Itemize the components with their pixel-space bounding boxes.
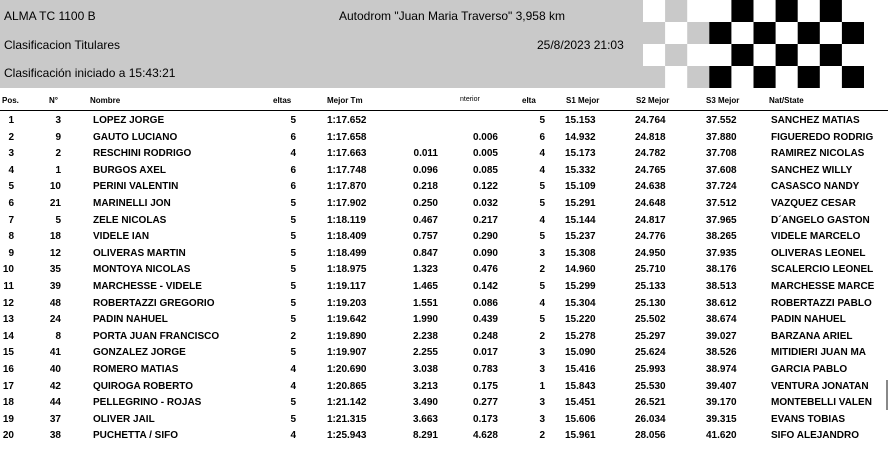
cell-nat: FIGUEREDO RODRIG [771,131,874,143]
cell-pos: 17 [2,380,14,392]
cell-s1: 15.304 [565,297,596,309]
cell-gap: 0.218 [412,181,438,193]
cell-s1: 15.451 [565,397,596,409]
cell-name: OLIVERAS MARTIN [93,247,186,259]
cell-laps: 6 [290,131,296,143]
cell-s2: 25.710 [635,264,666,276]
cell-s1: 15.090 [565,347,596,359]
cell-prev: 0.175 [472,380,498,392]
cell-best-lap: 4 [539,214,545,226]
cell-laps: 4 [290,380,296,392]
cell-best-lap: 5 [539,231,545,243]
cell-prev: 0.439 [472,314,498,326]
cell-pos: 10 [2,264,14,276]
cell-nat: MONTEBELLI VALEN [771,397,872,409]
cell-prev: 0.277 [472,397,498,409]
cell-num: 9 [55,131,61,143]
cell-num: 39 [49,280,61,292]
cell-s3: 38.513 [706,280,737,292]
cell-s2: 24.818 [635,131,666,143]
cell-s3: 41.620 [706,430,737,442]
cell-prev: 0.122 [472,181,498,193]
table-row [0,412,888,429]
cell-num: 10 [49,181,61,193]
cell-s1: 15.144 [565,214,596,226]
cell-s2: 25.133 [635,280,666,292]
cell-num: 21 [49,197,61,209]
cell-num: 2 [55,148,61,160]
cell-s3: 38.176 [706,264,737,276]
cell-best-lap: 5 [539,314,545,326]
cell-s3: 37.512 [706,197,737,209]
col-prev: nterior [460,96,480,103]
table-row [0,163,888,180]
cell-s1: 15.299 [565,280,596,292]
table-row [0,262,888,279]
cell-s3: 39.407 [706,380,737,392]
cell-s2: 28.056 [635,430,666,442]
col-laps: eltas [273,96,292,105]
cell-best: 1:19.890 [327,330,367,342]
cell-best: 1:17.748 [327,164,367,176]
cell-nat: EVANS TOBIAS [771,413,846,425]
cell-num: 1 [55,164,61,176]
cell-pos: 8 [8,231,14,243]
checkered-flag-icon [643,0,864,88]
cell-s3: 37.965 [706,214,737,226]
cell-num: 42 [49,380,61,392]
cell-gap: 8.291 [412,430,438,442]
cell-nat: VAZQUEZ CESAR [771,197,856,209]
cell-s3: 38.674 [706,314,737,326]
cell-laps: 5 [290,397,296,409]
cell-pos: 5 [8,181,14,193]
cell-best: 1:25.943 [327,430,367,442]
table-row [0,130,888,147]
cell-laps: 5 [290,231,296,243]
cell-name: MONTOYA NICOLAS [93,264,191,276]
cell-num: 8 [55,330,61,342]
cell-name: QUIROGA ROBERTO [93,380,194,392]
cell-nat: PADIN NAHUEL [771,314,846,326]
cell-prev: 0.142 [472,280,498,292]
cell-best-lap: 2 [539,330,545,342]
cell-s2: 25.993 [635,363,666,375]
cell-best-lap: 3 [539,347,545,359]
cell-best: 1:19.117 [327,280,366,292]
cell-s2: 24.817 [635,214,666,226]
cell-pos: 13 [2,314,14,326]
cell-best: 1:21.142 [327,397,367,409]
table-row [0,345,888,362]
cell-s2: 26.034 [635,413,666,425]
cell-pos: 3 [8,148,14,160]
cell-prev: 0.476 [472,264,498,276]
cell-prev: 0.248 [472,330,498,342]
cell-name: OLIVER JAIL [93,413,155,425]
cell-s1: 15.278 [565,330,596,342]
cell-gap: 2.238 [412,330,438,342]
cell-s3: 38.526 [706,347,737,359]
cell-name: VIDELE IAN [93,231,150,243]
cell-pos: 9 [8,247,14,259]
cell-best: 1:17.902 [327,197,367,209]
cell-s1: 14.960 [565,264,596,276]
cell-best-lap: 3 [539,363,545,375]
cell-gap: 3.038 [412,363,438,375]
cell-best-lap: 2 [539,430,545,442]
cell-gap: 1.323 [412,264,438,276]
cell-laps: 5 [290,413,296,425]
cell-best-lap: 5 [539,181,545,193]
cell-best: 1:18.409 [327,231,367,243]
event-name: ALMA TC 1100 B [4,9,96,23]
cell-num: 35 [49,264,61,276]
table-row [0,196,888,213]
cell-laps: 5 [290,264,296,276]
cell-best: 1:18.499 [327,247,367,259]
cell-best: 1:20.690 [327,363,367,375]
cell-laps: 5 [290,280,296,292]
cell-nat: ROBERTAZZI PABLO [771,297,872,309]
cell-num: 38 [49,430,61,442]
cell-nat: SANCHEZ MATIAS [771,115,860,126]
cell-best-lap: 4 [539,297,545,309]
cell-pos: 4 [8,164,14,176]
cell-prev: 0.290 [472,231,498,243]
cell-s1: 15.606 [565,413,596,425]
cell-name: ROMERO MATIAS [93,363,179,375]
cell-pos: 20 [2,430,14,442]
cell-best: 1:18.119 [327,214,366,226]
cell-num: 44 [49,397,61,409]
table-row [0,179,888,196]
cell-best: 1:17.652 [327,115,367,126]
cell-prev: 0.173 [472,413,498,425]
cell-nat: OLIVERAS LEONEL [771,247,866,259]
cell-s1: 15.416 [565,363,596,375]
cell-best-lap: 5 [539,280,545,292]
cell-best-lap: 4 [539,148,545,160]
cell-prev: 0.090 [472,247,498,259]
cell-s1: 15.173 [565,148,596,160]
cell-name: MARCHESSE - VIDELE [93,280,202,292]
cell-prev: 0.783 [472,363,498,375]
cell-best-lap: 5 [539,197,545,209]
cell-s3: 39.027 [706,330,737,342]
cell-best-lap: 6 [539,131,545,143]
cell-best-lap: 1 [539,380,545,392]
cell-prev: 0.085 [472,164,498,176]
cell-best-lap: 4 [539,164,545,176]
cell-pos: 19 [2,413,14,425]
cell-s3: 38.612 [706,297,737,309]
table-row [0,296,888,313]
results-table [0,113,888,445]
col-s2: S2 Mejor [636,96,670,105]
cell-best-lap: 5 [539,115,545,126]
table-row [0,113,888,130]
col-pos: Pos. [2,96,19,105]
cell-gap: 0.250 [412,197,438,209]
cell-best: 1:21.315 [327,413,367,425]
cell-num: 12 [49,247,61,259]
cell-name: PADIN NAHUEL [93,314,168,326]
cell-s2: 25.624 [635,347,666,359]
cell-best-lap: 2 [539,264,545,276]
cell-name: ROBERTAZZI GREGORIO [93,297,215,309]
cell-gap: 1.551 [412,297,438,309]
cell-gap: 1.990 [412,314,438,326]
col-name: Nombre [90,96,121,105]
cell-gap: 0.096 [412,164,438,176]
cell-num: 37 [49,413,61,425]
cell-s1: 15.237 [565,231,596,243]
cell-gap: 1.465 [412,280,438,292]
cell-laps: 4 [290,430,296,442]
cell-name: PORTA JUAN FRANCISCO [93,330,220,342]
cell-best: 1:17.870 [327,181,367,193]
cell-s3: 37.552 [706,115,737,126]
cell-laps: 5 [290,197,296,209]
cell-num: 3 [55,115,61,126]
cell-s2: 24.782 [635,148,666,160]
cell-best-lap: 3 [539,397,545,409]
cell-s2: 25.130 [635,297,666,309]
cell-pos: 12 [2,297,14,309]
table-row [0,329,888,346]
col-best-lap: elta [522,96,536,105]
cell-prev: 0.017 [472,347,498,359]
cell-nat: VENTURA JONATAN [771,380,869,392]
results-header [0,0,864,88]
cell-nat: D´ANGELO GASTON [771,214,870,226]
cell-best-lap: 3 [539,247,545,259]
cell-best: 1:18.975 [327,264,367,276]
cell-best: 1:19.907 [327,347,367,359]
cell-s3: 38.265 [706,231,737,243]
table-row [0,213,888,230]
cell-pos: 14 [2,330,14,342]
cell-laps: 6 [290,181,296,193]
table-row [0,246,888,263]
cell-pos: 16 [2,363,14,375]
cell-s3: 37.724 [706,181,737,193]
cell-gap: 3.213 [412,380,438,392]
cell-name: RESCHINI RODRIGO [93,148,192,160]
cell-s1: 15.153 [565,115,596,126]
cell-s3: 39.315 [706,413,737,425]
cell-s3: 39.170 [706,397,737,409]
table-row [0,279,888,296]
cell-laps: 5 [290,297,296,309]
cell-laps: 2 [290,330,296,342]
cell-gap: 0.757 [412,231,438,243]
cell-pos: 2 [8,131,14,143]
session-start: Clasificación iniciado a 15:43:21 [4,66,176,80]
cell-prev: 0.217 [472,214,498,226]
cell-s1: 15.291 [565,197,596,209]
cell-gap: 3.663 [412,413,438,425]
cell-num: 18 [49,231,61,243]
cell-s2: 24.776 [635,231,666,243]
cell-prev: 0.032 [472,197,498,209]
cell-nat: RAMIREZ NICOLAS [771,148,865,160]
cell-num: 41 [49,347,61,359]
cell-num: 48 [49,297,61,309]
cell-s2: 25.297 [635,330,666,342]
table-row [0,395,888,412]
cell-pos: 15 [2,347,14,359]
circuit-name: Autodrom "Juan Maria Traverso" 3,958 km [339,9,565,23]
session-name: Clasificacion Titulares [4,38,121,52]
cell-nat: BARZANA ARIEL [771,330,853,342]
cell-pos: 1 [8,115,14,126]
cell-laps: 5 [290,115,296,126]
cell-num: 40 [49,363,61,375]
cell-s3: 38.974 [706,363,737,375]
cell-laps: 5 [290,214,296,226]
cell-pos: 11 [3,280,14,292]
cell-name: GAUTO LUCIANO [93,131,178,143]
cell-best: 1:17.658 [327,131,367,143]
cell-name: LOPEZ JORGE [93,115,165,126]
cell-s2: 26.521 [635,397,666,409]
cell-s2: 24.950 [635,247,666,259]
cell-name: GONZALEZ JORGE [93,347,186,359]
cell-name: BURGOS AXEL [93,164,166,176]
col-best: Mejor Tm [327,96,363,105]
cell-num: 5 [55,214,61,226]
cell-pos: 6 [8,197,14,209]
cell-laps: 6 [290,164,296,176]
session-datetime: 25/8/2023 21:03 [537,38,624,52]
cell-s3: 37.708 [706,148,737,160]
table-row [0,146,888,163]
cell-s3: 37.880 [706,131,737,143]
col-num: N° [49,96,58,105]
cell-name: MARINELLI JON [93,197,171,209]
cell-s1: 15.961 [565,430,596,442]
cell-best: 1:19.642 [327,314,367,326]
cell-best: 1:20.865 [327,380,367,392]
cell-prev: 4.628 [472,430,498,442]
cell-laps: 5 [290,347,296,359]
cell-s2: 24.648 [635,197,666,209]
cell-s1: 14.932 [565,131,596,143]
cell-pos: 18 [2,397,14,409]
cell-nat: SIFO ALEJANDRO [771,430,859,442]
cell-laps: 4 [290,148,296,160]
cell-name: ZELE NICOLAS [93,214,167,226]
cell-best-lap: 3 [539,413,545,425]
header-rule [0,110,888,111]
cell-num: 24 [49,314,61,326]
cell-s1: 15.332 [565,164,596,176]
cell-laps: 5 [290,247,296,259]
cell-best: 1:17.663 [327,148,367,160]
col-s3: S3 Mejor [706,96,740,105]
cell-s1: 15.308 [565,247,596,259]
cell-gap: 3.490 [412,397,438,409]
col-s1: S1 Mejor [566,96,600,105]
cell-s2: 25.530 [635,380,666,392]
cell-pos: 7 [8,214,14,226]
cell-nat: GARCIA PABLO [771,363,848,375]
cell-best: 1:19.203 [327,297,367,309]
col-nat: Nat/State [769,96,804,105]
cell-s1: 15.220 [565,314,596,326]
table-header [0,93,888,109]
cell-nat: SANCHEZ WILLY [771,164,853,176]
table-row [0,428,888,445]
cell-nat: SCALERCIO LEONEL [771,264,874,276]
cell-s3: 37.935 [706,247,737,259]
table-row [0,379,888,396]
cell-prev: 0.086 [472,297,498,309]
cell-name: PERINI VALENTIN [93,181,179,193]
cell-laps: 4 [290,363,296,375]
cell-s2: 25.502 [635,314,666,326]
cell-s2: 24.764 [635,115,666,126]
cell-gap: 2.255 [412,347,438,359]
cell-s2: 24.638 [635,181,666,193]
cell-s3: 37.608 [706,164,737,176]
cell-gap: 0.847 [412,247,438,259]
cell-gap: 0.011 [413,148,438,160]
table-row [0,229,888,246]
cell-gap: 0.467 [412,214,438,226]
cell-s2: 24.765 [635,164,666,176]
cell-nat: MITIDIERI JUAN MA [771,347,866,359]
cell-name: PUCHETTA / SIFO [93,430,178,442]
cell-nat: VIDELE MARCELO [771,231,861,243]
table-row [0,362,888,379]
cell-name: PELLEGRINO - ROJAS [93,397,202,409]
cell-s1: 15.843 [565,380,596,392]
cell-s1: 15.109 [565,181,596,193]
cell-prev: 0.005 [472,148,498,160]
cell-nat: CASASCO NANDY [771,181,860,193]
cell-laps: 5 [290,314,296,326]
table-row [0,312,888,329]
cell-prev: 0.006 [472,131,498,143]
cell-nat: MARCHESSE MARCE [771,280,875,292]
